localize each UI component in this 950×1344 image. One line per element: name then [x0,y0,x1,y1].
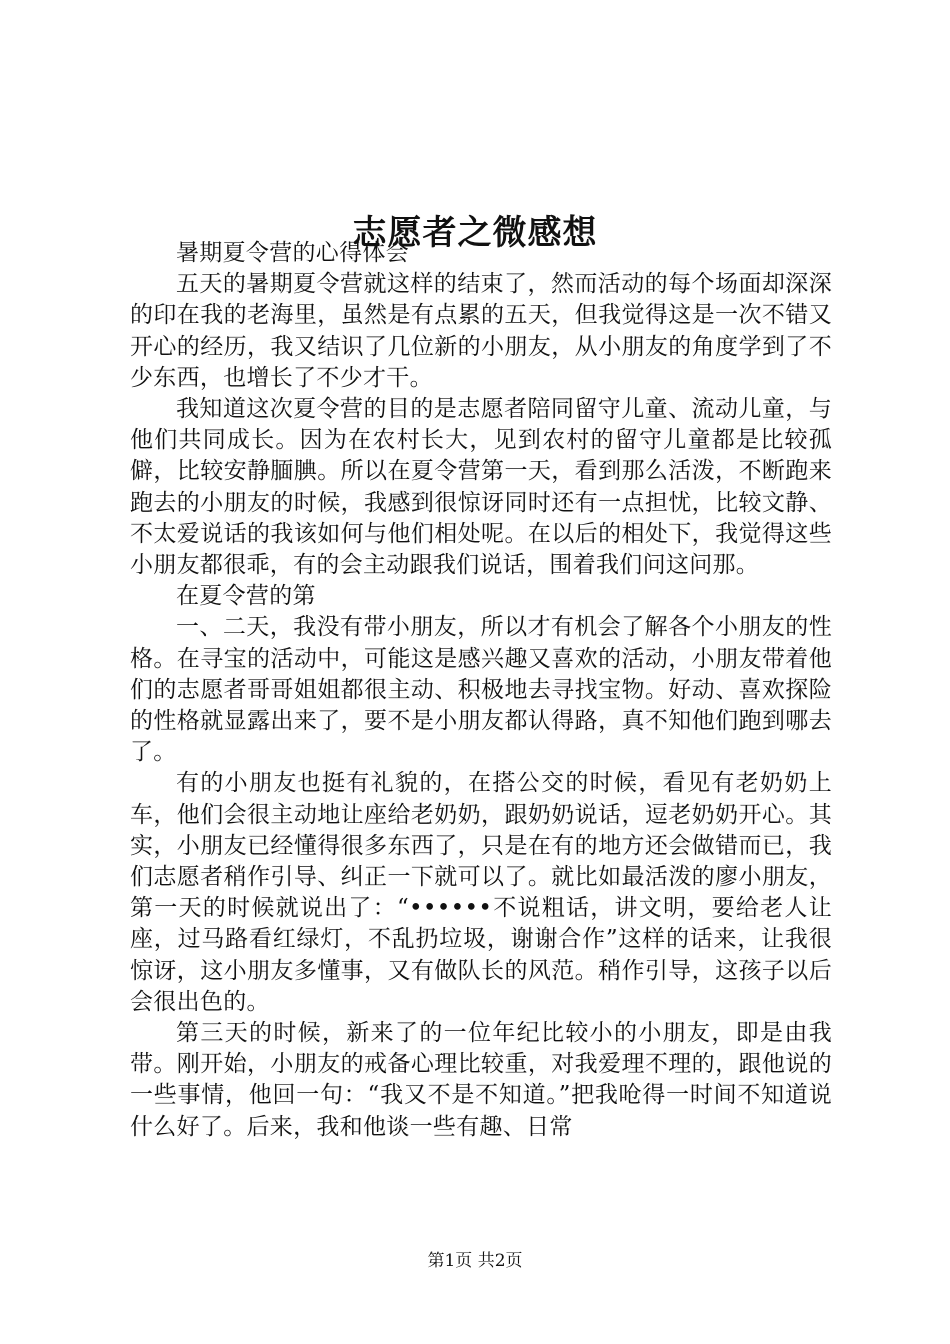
document-body [130,238,832,1143]
paragraph-2: 五天的暑期夏令营就这样的结束了，然而活动的每个场面却深深的印在我的老海里，虽然是有点累的五天，但我觉得这是一次不错又开心的经历，我又结识了几位新的小朋友，从小朋友的角度学到了不少东西，也增长了不少才干。 [130,271,832,391]
paragraph-4: 在夏令营的第 [176,583,316,610]
paragraph-1: 暑期夏令营的心得体会 [176,240,409,266]
paragraph-3: 我知道这次夏令营的目的是志愿者陪同留守儿童、流动儿童，与他们共同成长。因为在农村长大，见到农村的留守儿童都是比较孤僻，比较安静腼腆。所以在夏令营第一天，看到那么活泼，不断跑来跑去的小朋友的时候，我感到很惊讶同时还有一点担忧，比较文静、不太爱说话的我该如何与他们相处呢。在以后的相处下，我觉得这些小朋友都很乖，有的会主动跟我们说话，围着我们问这问那。 [130,396,832,579]
paragraph-5: 一、二天，我没有带小朋友，所以才有机会了解各个小朋友的性格。在寻宝的活动中，可能这是感兴趣又喜欢的活动，小朋友带着他们的志愿者哥哥姐姐都很主动、积极地去寻找宝物。好动、喜欢探险的性格就显露出来了，要不是小朋友都认得路，真不知他们跑到哪去了。 [130,614,832,766]
page-title: 志愿者之微感想 [352,212,598,253]
page-footer: 第1页 共2页 [427,1251,523,1271]
paragraph-6: 有的小朋友也挺有礼貌的，在搭公交的时候，看见有老奶奶上车，他们会很主动地让座给老奶奶，跟奶奶说话，逗老奶奶开心。其实，小朋友已经懂得很多东西了，只是在有的地方还会做错而已，我们志愿者稍作引导、纠正一下就可以了。就比如最活泼的廖小朋友，第一天的时候就说出了：“••••••不说粗话，讲文明，要给老人让座，过马路看红绿灯，不乱扔垃圾，谢谢合作”这样的话来，让我很惊讶，这小朋友多懂事，又有做队长的风范。稍作引导，这孩子以后会很出色的。 [130,770,832,1015]
paragraph-7: 第三天的时候，新来了的一位年纪比较小的小朋友，即是由我带。刚开始，小朋友的戒备心理比较重，对我爱理不理的，跟他说的一些事情，他回一句：“我又不是不知道。”把我呛得一时间不知道说什么好了。后来，我和他谈一些有趣、日常 [130,1020,832,1140]
